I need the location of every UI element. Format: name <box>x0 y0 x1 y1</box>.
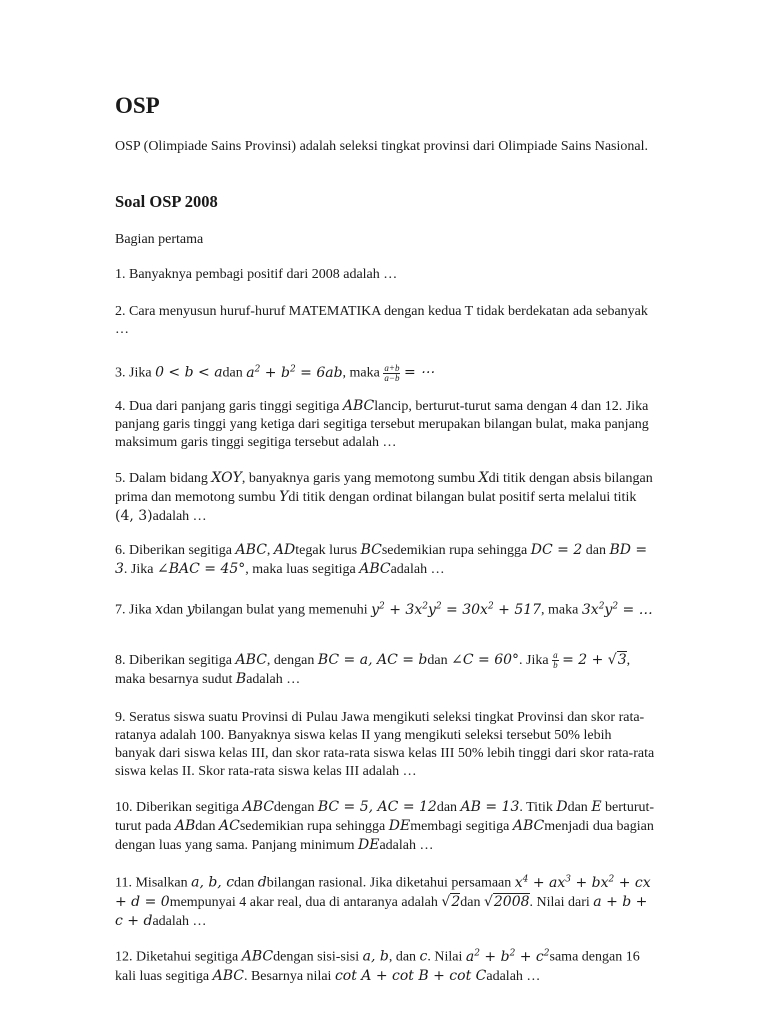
question-7: 7. Jika xdan ybilangan bulat yang memenuhi $y^2 + 3x^2y^2 = 30x^2 + 517$, maka $3x^2y^2$ = … <box>115 601 653 618</box>
question-10: 10. Diberikan segitiga ABCdengan BC = 5, AC = 12dan AB = 13. Titik Ddan E berturut-turut pada ABdan ACsedemikian rupa sehingga DEmembagi segitiga ABCmenjadi dua bagian dengan luas yang sama. Panjang minimum DEadalah … <box>115 799 655 853</box>
question-9: 9. Seratus siswa suatu Provinsi di Pulau Jawa mengikuti seleksi tingkat Provinsi dan skor rata-ratanya adalah 100. Banyaknya siswa kelas II yang mengikuti seleksi tersebut 50% lebih banyak dari siswa kelas III, dan skor rata-rata siswa kelas III 50% lebih tinggi dari skor rata-rata siswa kelas II. Skor rata-rata siswa kelas III adalah … <box>115 710 655 779</box>
question-6: 6. Diberikan segitiga ABC, ADtegak lurus BCsedemikian rupa sehingga DC = 2 dan BD = 3. Jika ∠BAC = 45°, maka luas segitiga ABCadalah … <box>115 542 648 577</box>
question-12: 12. Diketahui segitiga ABCdengan sisi-sisi a, b, dan c. Nilai $a^2 + b^2$ + $c^2sama$ dengan 16 kali luas segitiga ABC. Besarnya nilai cot A + cot B + cot Cadalah … <box>115 948 640 984</box>
question-11: 11. Misalkan a, b, cdan dbilangan rasional. Jika diketahui persamaan $x^4 + ax^3 + bx^2$ + cx + d = 0mempunyai 4 akar real, dua di antaranya adalah √2dan √2008. Nilai dari a + b + c + dadalah … <box>115 874 651 929</box>
question-8: 8. Diberikan segitiga ABC, dengan BC = a, AC = bdan ∠C = 60°. Jika $\frac{a}{b}$ = 2 + √3, maka besarnya sudut Badalah … <box>115 650 631 688</box>
section-title: Soal OSP 2008 <box>115 192 218 211</box>
question-3: 3. Jika 0 < b < adan $a^2 + b^2 = 6ab$, maka $\frac{a+b}{a-b}$ = ⋯ <box>115 362 435 383</box>
page-title: OSP <box>115 93 160 118</box>
question-5: 5. Dalam bidang XOY, banyaknya garis yang memotong sumbu Xdi titik dengan absis bilangan prima dan memotong sumbu Ydi titik dengan ordinat bilangan bulat positif serta melalui titik (4, 3)adalah … <box>115 470 653 524</box>
question-1: 1. Banyaknya pembagi positif dari 2008 adalah … <box>115 267 398 282</box>
intro-paragraph: OSP (Olimpiade Sains Provinsi) adalah seleksi tingkat provinsi dari Olimpiade Sains Nasional. <box>115 139 648 154</box>
question-4: 4. Dua dari panjang garis tinggi segitiga ABClancip, berturut-turut sama dengan 4 dan 12. Jika panjang garis tinggi yang ketiga dari segitiga tersebut merupakan bilangan bulat, maka panjang maksimum garis tinggi segitiga tersebut adalah … <box>115 398 649 450</box>
part-label: Bagian pertama <box>115 232 204 247</box>
question-2: 2. Cara menyusun huruf-huruf MATEMATIKA dengan kedua T tidak berdekatan ada sebanyak … <box>115 304 648 337</box>
